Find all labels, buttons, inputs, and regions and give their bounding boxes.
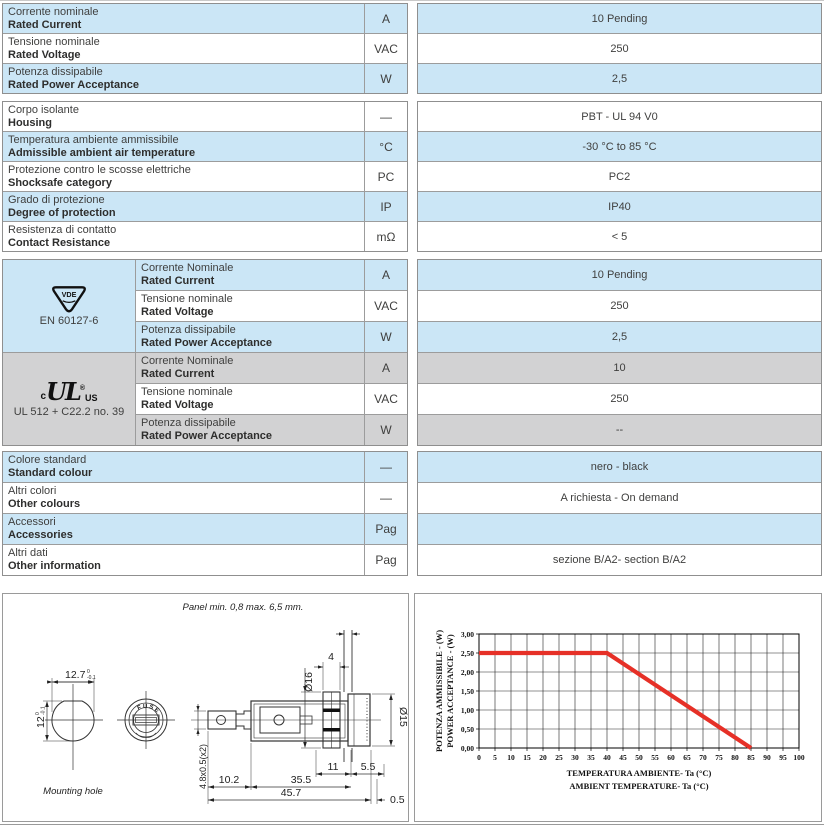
svg-text:85: 85 — [747, 753, 755, 762]
dim-terminal: 4.8x0.5(x2) — [198, 743, 208, 789]
table-row — [3, 513, 407, 544]
svg-text:2,00: 2,00 — [460, 667, 474, 677]
spec-table-4-labels — [2, 451, 408, 576]
y-axis-title-it: POTENZA AMMISSIBILE - (W) — [434, 629, 444, 753]
dim-hole-width-tol-lo: -0.1 — [87, 675, 96, 681]
spec-table-4-values — [417, 451, 822, 576]
value-cell: 10 Pending — [418, 4, 821, 33]
dim-11: 11 — [327, 761, 339, 773]
value-cell: IP40 — [418, 191, 821, 221]
table-row — [3, 131, 407, 161]
value-cell: 250 — [418, 383, 821, 414]
svg-text:70: 70 — [699, 753, 707, 762]
value-cell: PBT - UL 94 V0 — [418, 102, 821, 131]
table-row — [136, 290, 407, 321]
svg-text:1,00: 1,00 — [460, 705, 474, 715]
power-derating-line — [479, 653, 751, 748]
value-cell: 10 — [418, 352, 821, 383]
table-row — [136, 414, 407, 445]
label-en: Shocksafe category — [8, 176, 112, 189]
svg-text:40: 40 — [603, 753, 611, 762]
cert-group-vde — [3, 260, 407, 352]
ul-cert-cell — [3, 353, 135, 445]
spec-table-1-values — [417, 3, 822, 94]
dim-hole-width-tol-hi: 0 — [87, 669, 90, 675]
x-axis-title-en: AMBIENT TEMPERATURE- Ta (°C) — [569, 781, 709, 791]
table-row — [3, 33, 407, 63]
label-en: Rated Current — [141, 368, 215, 380]
value-cell — [418, 513, 821, 544]
svg-text:65: 65 — [683, 753, 691, 762]
unit-cell: — — [364, 452, 407, 482]
svg-text:0: 0 — [477, 753, 481, 762]
label-en: Rated Current — [8, 18, 82, 31]
cert-standard: EN 60127-6 — [39, 315, 99, 327]
table-row — [3, 191, 407, 221]
fuse-cap-view — [117, 691, 175, 749]
dimensional-drawing-panel — [2, 593, 409, 822]
value-cell: 10 Pending — [418, 260, 821, 290]
table-row — [136, 260, 407, 290]
unit-cell: °C — [364, 132, 407, 161]
value-cell: -30 °C to 85 °C — [418, 131, 821, 161]
label-it: Altri colori — [8, 485, 57, 498]
unit-cell: mΩ — [364, 222, 407, 251]
svg-text:95: 95 — [779, 753, 787, 762]
label-it: Colore standard — [8, 454, 87, 467]
cert-group-ul — [3, 352, 407, 445]
dim-355: 35.5 — [290, 774, 312, 786]
unit-cell: PC — [364, 162, 407, 191]
unit-cell: Pag — [364, 545, 407, 575]
svg-text:3,00: 3,00 — [460, 629, 474, 639]
dim-4: 4 — [328, 651, 334, 663]
svg-text:30: 30 — [571, 753, 579, 762]
svg-text:0,50: 0,50 — [460, 724, 474, 734]
table-row — [3, 221, 407, 251]
unit-cell: A — [364, 260, 407, 290]
table-row — [3, 4, 407, 33]
value-cell: nero - black — [418, 452, 821, 482]
chart-plot-area — [461, 630, 805, 762]
dim-55: 5.5 — [360, 761, 376, 773]
svg-text:35: 35 — [587, 753, 595, 762]
table-row — [136, 353, 407, 383]
svg-text:60: 60 — [667, 753, 675, 762]
label-en: Degree of protection — [8, 206, 116, 219]
label-it: Corpo isolante — [8, 103, 79, 116]
dim-457: 45.7 — [280, 787, 302, 799]
table-row — [136, 383, 407, 414]
vde-logo-icon — [51, 285, 87, 313]
unit-cell: — — [364, 483, 407, 513]
dim-dia15: Ø15 — [397, 707, 408, 727]
unit-cell: W — [364, 322, 407, 352]
table-row — [3, 161, 407, 191]
unit-cell: VAC — [364, 384, 407, 414]
label-en: Rated Power Acceptance — [8, 78, 140, 91]
value-cell: < 5 — [418, 221, 821, 251]
vde-cert-cell — [3, 260, 135, 352]
label-en: Standard colour — [8, 467, 93, 479]
label-it: Potenza dissipabile — [141, 324, 236, 337]
label-en: Rated Power Acceptance — [141, 430, 273, 442]
ul-logo-icon: c UL ® US — [40, 377, 98, 406]
label-it: Resistenza di contatto — [8, 223, 117, 236]
svg-text:55: 55 — [651, 753, 659, 762]
label-en: Contact Resistance — [8, 236, 111, 249]
value-cell: A richiesta - On demand — [418, 482, 821, 513]
value-cell: PC2 — [418, 161, 821, 191]
value-cell: 250 — [418, 33, 821, 63]
label-en: Admissible ambient air temperature — [8, 146, 196, 159]
unit-cell: A — [364, 353, 407, 383]
label-it: Corrente nominale — [8, 5, 99, 18]
unit-cell: W — [364, 64, 407, 93]
dim-hole-height: 12 — [35, 716, 47, 728]
unit-cell: Pag — [364, 514, 407, 544]
mounting-hole-view — [45, 678, 103, 770]
cert-table-values — [417, 259, 822, 446]
unit-cell: A — [364, 4, 407, 33]
unit-cell: VAC — [364, 291, 407, 321]
svg-text:15: 15 — [523, 753, 531, 762]
label-it: Tensione nominale — [141, 293, 233, 306]
svg-text:20: 20 — [539, 753, 547, 762]
svg-text:100: 100 — [793, 753, 805, 762]
spec-table-1-labels — [2, 3, 408, 94]
cert-table-labels — [2, 259, 408, 446]
label-it: Accessori — [8, 516, 56, 529]
svg-text:1,50: 1,50 — [460, 686, 474, 696]
svg-text:10: 10 — [507, 753, 515, 762]
spec-table-2-values — [417, 101, 822, 252]
table-row — [3, 482, 407, 513]
spec-table-1 — [2, 3, 822, 94]
label-en: Other information — [8, 560, 101, 572]
unit-cell: — — [364, 102, 407, 131]
dim-05: 0.5 — [390, 794, 405, 806]
table-row — [3, 63, 407, 93]
label-it: Corrente Nominale — [141, 262, 234, 275]
dim-hole-height-tol-lo: -0.1 — [40, 706, 47, 715]
dim-102: 10.2 — [218, 774, 240, 786]
label-en: Rated Voltage — [8, 48, 81, 61]
svg-text:2,50: 2,50 — [460, 648, 474, 658]
label-it: Tensione nominale — [8, 35, 100, 48]
cert-standard: UL 512 + C22.2 no. 39 — [13, 406, 125, 418]
x-axis-title-it: TEMPERATURA AMBIENTE- Ta (°C) — [566, 768, 712, 778]
label-en: Rated Current — [141, 275, 215, 287]
label-it: Grado di protezione — [8, 193, 105, 206]
value-cell: 250 — [418, 290, 821, 321]
svg-text:75: 75 — [715, 753, 723, 762]
label-en: Rated Voltage — [141, 399, 214, 411]
svg-text:45: 45 — [619, 753, 627, 762]
table-row — [3, 102, 407, 131]
table-row — [3, 452, 407, 482]
derating-chart-panel — [414, 593, 822, 822]
label-it: Potenza dissipabile — [141, 417, 236, 430]
unit-cell: IP — [364, 192, 407, 221]
derating-chart — [415, 594, 821, 821]
label-it: Protezione contro le scosse elettriche — [8, 163, 191, 176]
svg-text:5: 5 — [493, 753, 497, 762]
svg-text:0,00: 0,00 — [460, 743, 474, 753]
svg-text:80: 80 — [731, 753, 739, 762]
label-it: Potenza dissipabile — [8, 65, 103, 78]
dim-hole-height-tol-hi: 0 — [35, 712, 41, 715]
label-it: Altri dati — [8, 547, 48, 560]
fuse-cap-text: FUSE — [136, 704, 162, 716]
spec-table-2 — [2, 101, 822, 252]
dimensional-drawing — [3, 594, 408, 821]
label-it: Temperatura ambiente ammissibile — [8, 133, 179, 146]
y-axis-title-en: POWER ACCEPTANCE - (W) — [445, 634, 455, 748]
spec-table-2-labels — [2, 101, 408, 252]
dim-hole-width: 12.7 — [65, 669, 86, 681]
spec-table-4 — [2, 451, 822, 576]
value-cell: 2,5 — [418, 63, 821, 93]
value-cell: -- — [418, 414, 821, 445]
table-row — [136, 321, 407, 352]
panel-note: Panel min. 0,8 max. 6,5 mm. — [182, 602, 304, 613]
label-it: Tensione nominale — [141, 386, 233, 399]
label-it: Corrente Nominale — [141, 355, 234, 368]
unit-cell: W — [364, 415, 407, 445]
svg-text:50: 50 — [635, 753, 643, 762]
mounting-hole-label: Mounting hole — [43, 786, 103, 797]
label-en: Other colours — [8, 498, 81, 510]
label-en: Housing — [8, 116, 52, 129]
label-en: Rated Voltage — [141, 306, 214, 318]
svg-text:90: 90 — [763, 753, 771, 762]
cert-table — [2, 259, 822, 446]
value-cell: 2,5 — [418, 321, 821, 352]
vde-logo-text: VDE — [61, 290, 77, 300]
unit-cell: VAC — [364, 34, 407, 63]
svg-text:25: 25 — [555, 753, 563, 762]
label-en: Rated Power Acceptance — [141, 337, 273, 349]
table-row — [3, 544, 407, 575]
dim-dia16: Ø16 — [303, 672, 315, 692]
value-cell: sezione B/A2- section B/A2 — [418, 544, 821, 575]
label-en: Accessories — [8, 529, 73, 541]
fuseholder-side-view — [191, 630, 381, 762]
